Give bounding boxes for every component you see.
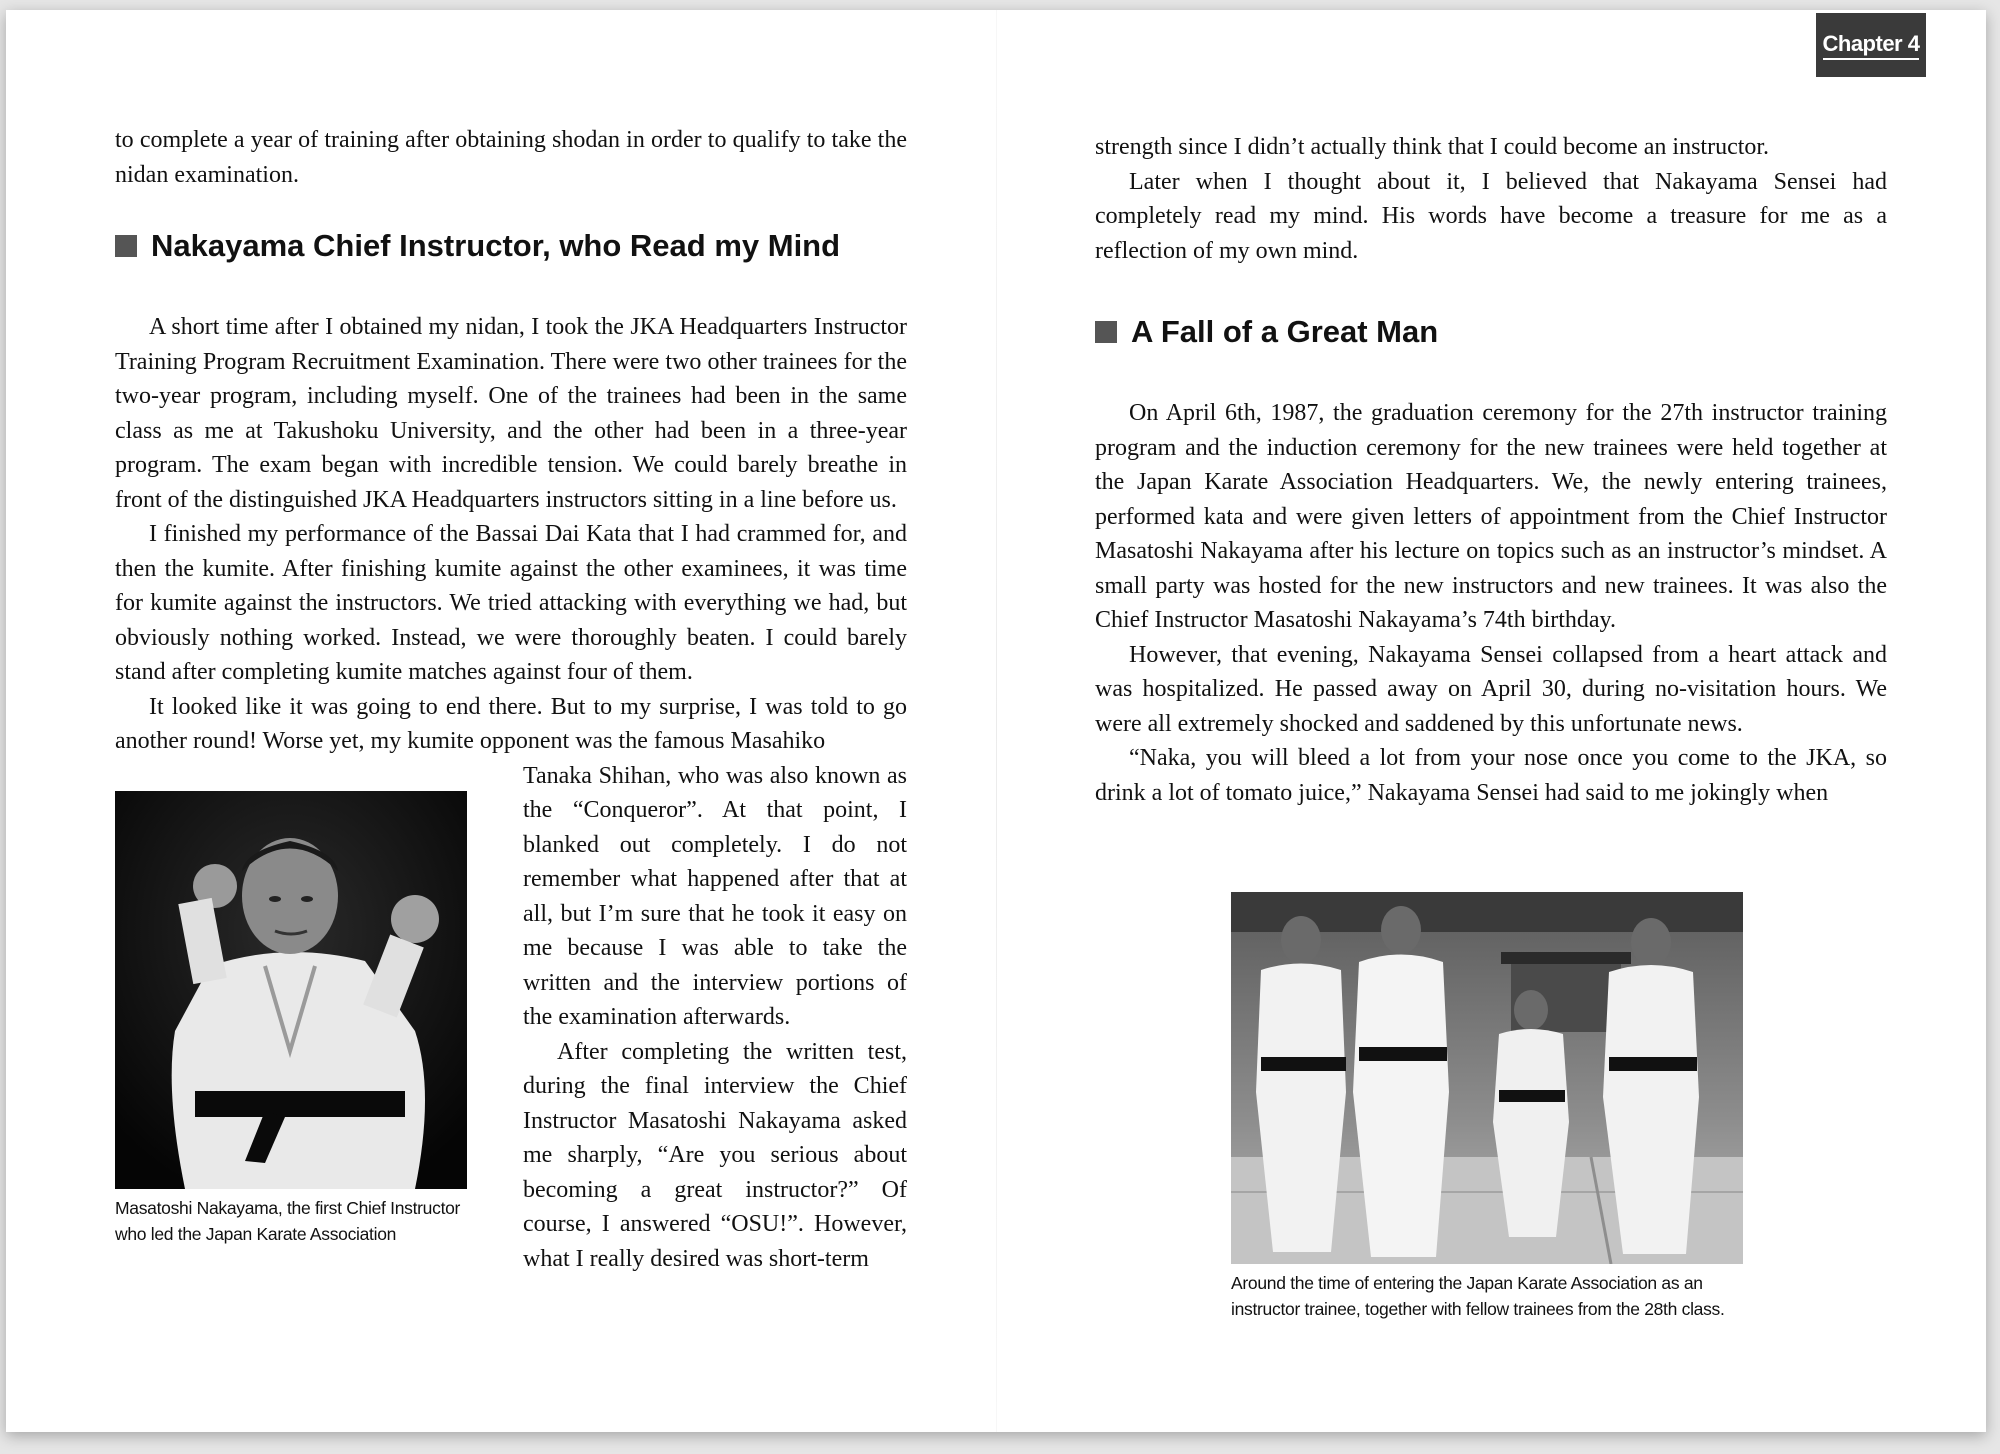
chapter-tab (1816, 13, 1926, 77)
heading-square-icon (1095, 321, 1117, 343)
right-paragraph-top-2: Later when I thought about it, I believed that Nakayama Sensei had completely read my mind. His words have become a treasure for me as a reflection of my own mind. (1095, 168, 1887, 264)
left-section-heading (115, 226, 907, 266)
left-heading-text: Nakayama Chief Instructor, who Read my Mind (151, 228, 841, 263)
caption-line: Around the time of entering the Japan Karate Association as an (1231, 1273, 1703, 1293)
page-gutter (996, 10, 997, 1432)
trainees-figure (1231, 892, 1751, 1322)
right-heading-text: A Fall of a Great Man (1131, 314, 1439, 349)
left-paragraph-2: I finished my performance of the Bassai Dai Kata that I had crammed for, and then the kumite. After finishing kumite against the other examinees, it was time for kumite against the instructors. We tried attacking with everything we had, but obviously nothing worked. Instead, we were thoroughly beaten. I could barely stand after completing kumite matches against four of them. (115, 521, 907, 685)
trainees-photo (1231, 892, 1743, 1264)
trainees-caption (1231, 1270, 1751, 1322)
karate-master-image (115, 791, 467, 1189)
chapter-label: Chapter 4 (1823, 31, 1920, 60)
right-paragraph-3: “Naka, you will bleed a lot from your nose once you come to the JKA, so drink a lot of tomato juice,” Nakayama Sensei had said to me jokingly when (1095, 745, 1887, 806)
nakayama-caption (115, 1195, 481, 1247)
caption-line: who led the Japan Karate Association (115, 1223, 397, 1244)
left-paragraph-1: A short time after I obtained my nidan, I took the JKA Headquarters Instructor Training Program Recruitment Examination. There were two other trainees for the two-year program, including myself. One of the trainees had been in the same class as me at Takushoku University, and the other had been in a three-year program. The exam began with incredible tension. We could barely breathe in front of the distinguished JKA Headquarters instructors sitting in a line before us. (115, 314, 907, 513)
left-paragraph-5: After completing the written test, during the final interview the Chief Instructor Masatoshi Nakayama asked me sharply, “Are you serious about becoming a great instructor?” Of course, I answered “OSU!”. However, what I really desired was short-term (523, 1038, 907, 1272)
book-spread (6, 10, 1986, 1432)
caption-line: Masatoshi Nakayama, the first Chief Instructor (115, 1197, 461, 1218)
nakayama-figure (115, 791, 481, 1247)
heading-square-icon (115, 235, 137, 257)
right-page (1095, 130, 1887, 810)
left-paragraph-4: Tanaka Shihan, who was also known as the “Conqueror”. At that point, I blanked out completely. I do not remember what happened after that at all, but I’m sure that he took it easy on me because I was able to take the written and the interview portions of the examination afterwards. (523, 762, 907, 1030)
left-paragraph-3: It looked like it was going to end there. But to my surprise, I was told to go another round! Worse yet, my kumite opponent was the famous Masahiko (115, 693, 907, 754)
caption-line: instructor trainee, together with fellow trainees from the 28th class. (1231, 1299, 1725, 1319)
right-section-heading (1095, 312, 1887, 352)
right-paragraph-2: However, that evening, Nakayama Sensei collapsed from a heart attack and was hospitalized. He passed away on April 30, during no-visitation hours. We were all extremely shocked and saddened by this unfortunate news. (1095, 641, 1887, 737)
right-paragraph-top-1: strength since I didn’t actually think that I could become an instructor. (1095, 134, 1770, 160)
left-intro-paragraph: to complete a year of training after obtaining shodan in order to qualify to take the nidan examination. (115, 127, 907, 188)
left-page (115, 123, 907, 1276)
trainees-group-image (1231, 892, 1743, 1264)
nakayama-photo (115, 791, 467, 1189)
right-paragraph-1: On April 6th, 1987, the graduation ceremony for the 27th instructor training program and the induction ceremony for the new trainees were held together at the Japan Karate Association Headquarters. We, the newly entering trainees, performed kata and were given letters of appointment from the Chief Instructor Masatoshi Nakayama after his lecture on topics such as an instructor’s mindset. A small party was hosted for the new instructors and new trainees. It was also the Chief Instructor Masatoshi Nakayama’s 74th birthday. (1095, 400, 1887, 633)
